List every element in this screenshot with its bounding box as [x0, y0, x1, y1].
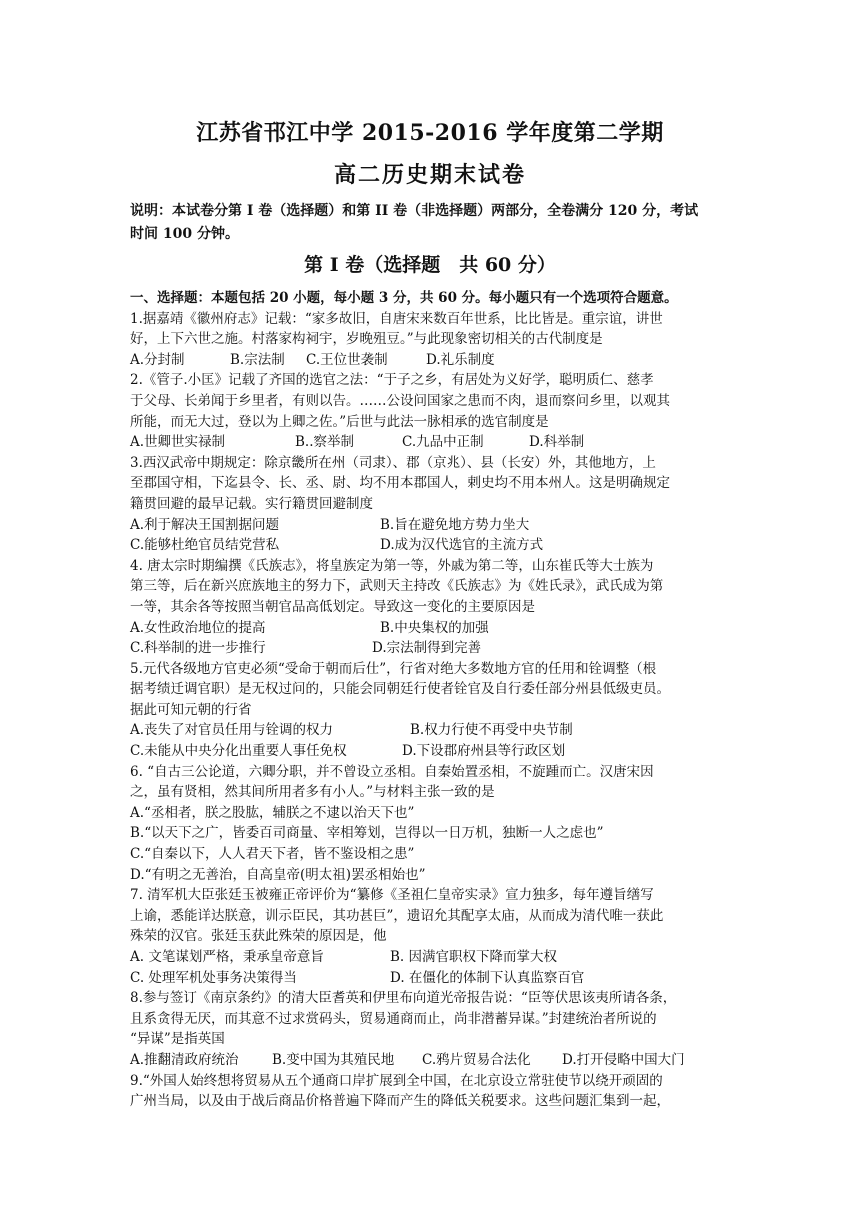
- option-c: C.“自秦以下，人人君天下者，皆不鉴设相之患”: [130, 846, 415, 863]
- option-c: C.王位世袭制: [306, 351, 388, 368]
- option-row: [130, 968, 740, 989]
- question-text: 5.元代各级地方官吏必须“受命于朝而后仕”，行省对绝大多数地方官的任用和铨调整（根: [130, 660, 657, 677]
- option-a: A.世卿世实禄制: [130, 434, 226, 451]
- question-1: [130, 309, 740, 371]
- part-title: 第 I 卷（选择题 共 60 分）: [304, 254, 556, 276]
- option-d: D.打开侵略中国大门: [562, 1051, 685, 1068]
- question-text: 1.据嘉靖《徽州府志》记载：“家多故旧，自唐宋来数百年世系，比比皆是。重宗谊，讲世: [130, 310, 663, 327]
- question-9: [130, 1071, 740, 1112]
- option-d: D.下设郡府州县等行政区划: [402, 743, 566, 760]
- option-row: [130, 618, 740, 639]
- option-c: C.能够杜绝官员结党营私: [130, 537, 280, 554]
- option-d: D.礼乐制度: [426, 351, 495, 368]
- question-text: 好，上下六世之施。村落家构祠宇，岁晚殂豆。”与此现象密切相关的古代制度是: [130, 331, 603, 348]
- question-text: 且系贪得无厌，而其意不过求赏码头，贸易通商而止，尚非潜蓄异谋。”封建统治者所说的: [130, 1010, 657, 1027]
- question-text: 于父母、长弟闻于乡里者，有则以告。……公设问国家之患而不肉，退而察问乡里，以观其: [130, 392, 670, 409]
- question-text: 3.西汉武帝中期规定：除京畿所在州（司隶）、郡（京兆）、县（长安）外，其他地方，上: [130, 454, 656, 471]
- option-d: D.科举制: [529, 434, 585, 451]
- question-3: [130, 453, 740, 556]
- question-4: [130, 556, 740, 659]
- option-b: B. 因满官职权下降而掌大权: [390, 949, 558, 965]
- question-text: 2.《管子.小匡》记载了齐国的选官之法：“于子之乡，有居处为义好学，聪明质仁、慈孝: [130, 372, 654, 389]
- question-8: [130, 988, 740, 1070]
- question-list: [130, 288, 740, 1112]
- option-b: B.宗法制: [230, 351, 285, 368]
- question-7: [130, 885, 740, 988]
- option-a: A.利于解决王国割据问题: [130, 516, 280, 533]
- option-b: B.旨在避免地方势力坐大: [380, 516, 530, 533]
- option-row: [130, 947, 740, 968]
- option-d: D. 在僵化的体制下认真监察百官: [390, 969, 585, 986]
- option-row: [130, 1050, 740, 1071]
- exam-instructions: [130, 200, 736, 246]
- question-text: 据考绩迁调官职）是无权过问的，只能会同朝廷行使者铨官及自行委任部分州县低级吏员。: [130, 681, 670, 698]
- question-text: 第三等，后在新兴庶族地主的努力下，武则天主持改《氏族志》为《姓氏录》，武氏成为第: [130, 578, 664, 595]
- option-row: [130, 432, 740, 453]
- option-d: D.“有明之无善治，自高皇帝(明太祖)罢丞相始也”: [130, 866, 426, 883]
- question-text: 9.“外国人始终想将贸易从五个通商口岸扩展到全中国，在北京设立常驻使节以绕开顽固的: [130, 1072, 663, 1089]
- option-row: [130, 535, 740, 556]
- option-c: C. 处理军机处事务决策得当: [130, 969, 297, 986]
- question-5: [130, 659, 740, 762]
- option-b: B..察举制: [295, 434, 355, 451]
- question-text: 殊荣的汉官。张廷玉获此殊荣的原因是，他: [130, 928, 387, 945]
- question-2: [130, 370, 740, 452]
- question-text: 4. 唐太宗时期编撰《氏族志》，将皇族定为第一等，外戚为第二等，山东崔氏等大士族为: [130, 557, 654, 574]
- option-b: B.变中国为其殖民地: [272, 1051, 395, 1068]
- instruction-line: 说明：本试卷分第 I 卷（选择题）和第 II 卷（非选择题）两部分，全卷满分 120 分，考试: [130, 203, 699, 219]
- question-text: 至郡国守相，下迄县令、长、丞、尉、均不用本郡国人，剌史均不用本州人。这是明确规定: [130, 475, 670, 492]
- exam-subtitle: 高二历史期末试卷: [333, 162, 526, 188]
- instruction-line: 时间 100 分钟。: [130, 226, 239, 242]
- question-6: [130, 762, 740, 886]
- option-c: C.科举制的进一步推行: [130, 640, 266, 657]
- option-d: D.成为汉代选官的主流方式: [380, 537, 544, 554]
- option-row: [130, 638, 740, 659]
- option-a: A.分封制: [130, 351, 185, 368]
- option-a: A. 文笔谋划严格，秉承皇帝意旨: [130, 949, 324, 965]
- option-a: A.推翻清政府统治: [130, 1051, 239, 1068]
- option-b: B.中央集权的加强: [380, 619, 489, 636]
- option-a: A.丧失了对官员任用与铨调的权力: [130, 722, 334, 739]
- question-text: 上谕，悉能详达朕意，训示臣民，其功甚巨”，遗诏允其配享太庙，从而成为清代唯一获此: [130, 907, 664, 924]
- question-text: 6. “自古三公论道，六卿分职，并不曾设立丞相。自秦始置丞相，不旋踵而亡。汉唐宋因: [130, 763, 654, 780]
- option-row: [130, 741, 740, 762]
- question-text: 之，虽有贤相，然其间所用者多有小人。”与材料主张一致的是: [130, 784, 495, 801]
- exam-title: 江苏省邗江中学 2015-2016 学年度第二学期: [196, 120, 664, 146]
- option-c: C.鸦片贸易合法化: [422, 1051, 531, 1068]
- question-text: 所能，而无大过，登以为上卿之佐。”后世与此法一脉相承的选官制度是: [130, 413, 549, 430]
- option-b: B.“以天下之广，皆委百司商量、宰相筹划，岂得以一日万机，独断一人之虑也”: [130, 825, 604, 842]
- question-text: 8.参与签订《南京条约》的清大臣耆英和伊里布向道光帝报告说：“臣等伏思该夷所请各条，: [130, 990, 677, 1007]
- question-text: “异谋”是指英国: [130, 1031, 225, 1048]
- option-d: D.宗法制得到完善: [372, 640, 482, 657]
- option-c: C.未能从中央分化出重要人事任免权: [130, 743, 347, 760]
- section-heading: 一、选择题：本题包括 20 小题，每小题 3 分，共 60 分。每小题只有一个选项符合题意。: [130, 290, 678, 306]
- question-text: 广州当局，以及由于战后商品价格普遍下降而产生的降低关税要求。这些问题汇集到一起，: [130, 1093, 670, 1110]
- option-row: [130, 515, 740, 536]
- question-text: 一等，其余各等按照当朝官品高低划定。导致这一变化的主要原因是: [130, 598, 535, 615]
- option-a: A.女性政治地位的提高: [130, 619, 266, 636]
- question-text: 据此可知元朝的行省: [130, 701, 252, 718]
- option-b: B.权力行使不再受中央节制: [410, 722, 573, 739]
- option-row: [130, 720, 740, 741]
- question-text: 7. 清军机大臣张廷玉被雍正帝评价为“纂修《圣祖仁皇帝实录》宣力独多，每年遵旨缮写: [130, 887, 654, 904]
- option-row: [130, 350, 740, 371]
- question-text: 籍贯回避的最早记载。实行籍贯回避制度: [130, 495, 373, 512]
- option-c: C.九品中正制: [402, 434, 484, 451]
- option-a: A.“丞相者，朕之股肱，辅朕之不逮以治天下也”: [130, 804, 415, 821]
